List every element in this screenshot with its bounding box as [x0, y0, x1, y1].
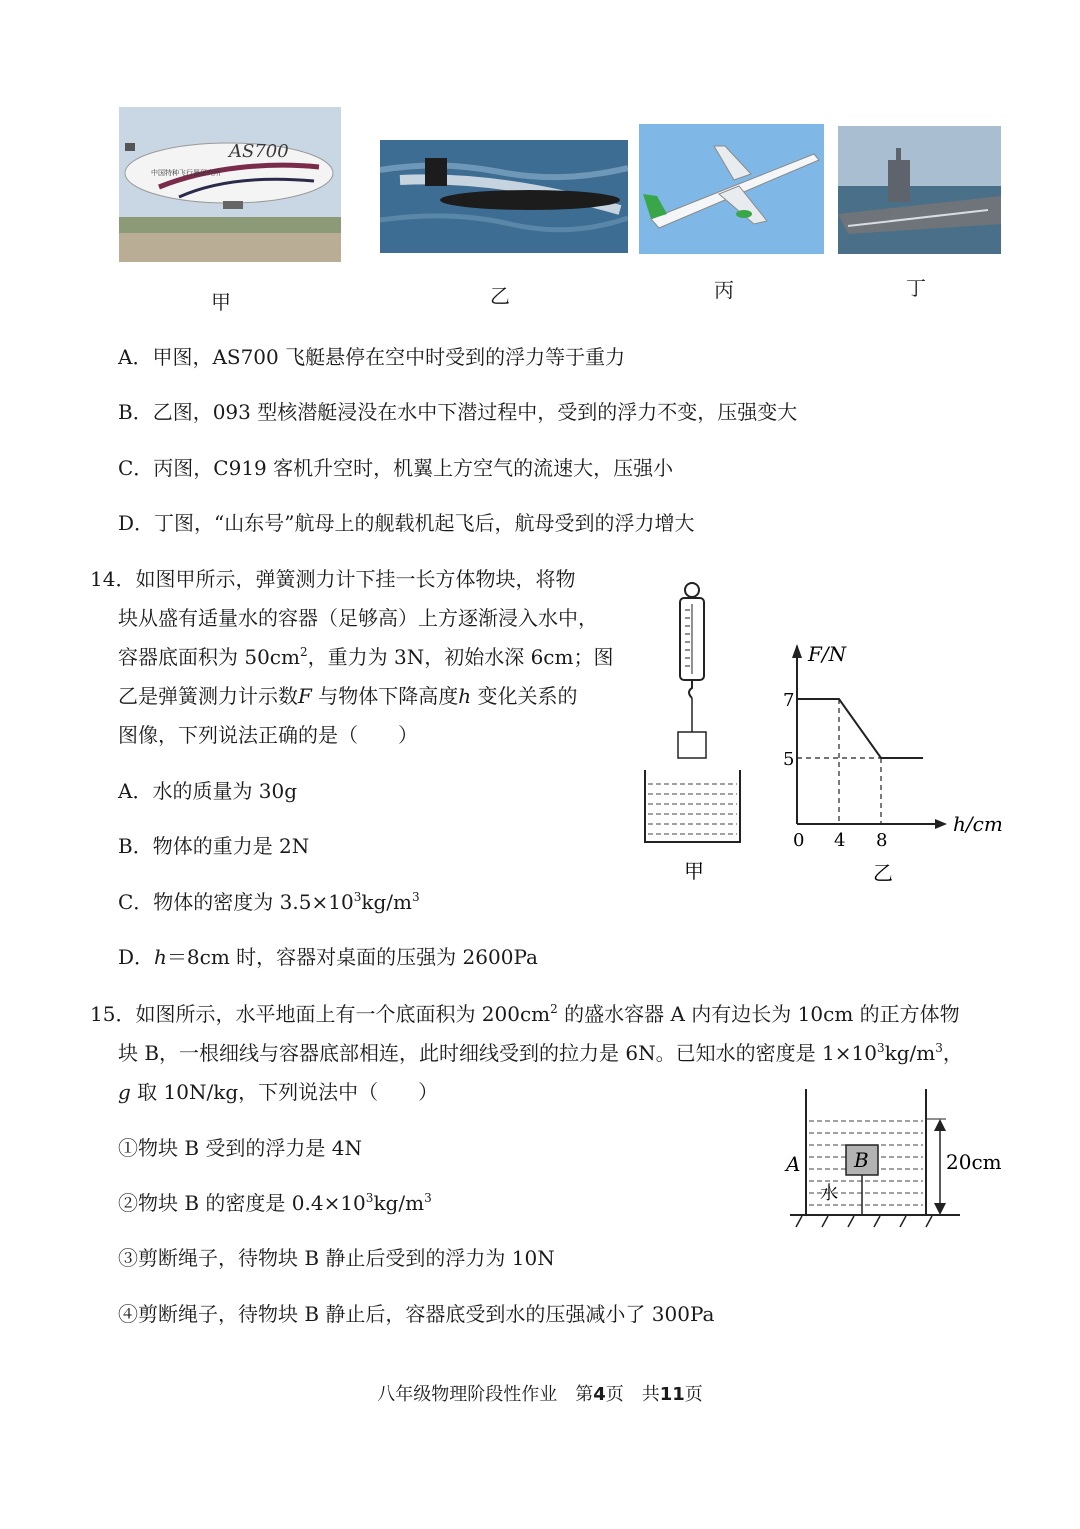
- x-tick-label-8: 8: [876, 830, 888, 851]
- x-tick-label-0: 0: [793, 830, 805, 851]
- q15-line2-sup2: 3: [935, 1041, 943, 1055]
- q15-line2-sup1: 3: [876, 1041, 885, 1055]
- label-height: 20cm: [946, 1150, 1002, 1174]
- q13-option-a: A．甲图，AS700 飞艇悬停在空中时受到的浮力等于重力: [118, 345, 626, 369]
- y-axis-label: F/N: [808, 642, 847, 666]
- footer-prefix: 八年级物理阶段性作业 第: [377, 1384, 594, 1405]
- x-tick-label-4: 4: [834, 830, 846, 851]
- y-tick-label-7: 7: [783, 690, 795, 711]
- block-object: [678, 732, 706, 758]
- q14-c-a: C．物体的密度为 3.5×10: [118, 890, 354, 914]
- q15-statement-3: ③剪断绳子，待物块 B 静止后受到的浮力为 10N: [118, 1246, 555, 1270]
- label-yi: 乙: [873, 861, 893, 885]
- footer-middle: 页 共: [605, 1384, 660, 1405]
- q15-stem-line2: [118, 1039, 963, 1067]
- q15-line2-a: 块 B，一根细线与容器底部相连，此时细线受到的拉力是 6N。已知水的密度是 1×10: [118, 1041, 877, 1065]
- y-axis-arrow: [792, 644, 802, 658]
- caption-yi: 乙: [490, 284, 510, 308]
- q15-stem-line1: [90, 1000, 960, 1028]
- q15-line1-b: 的盛水容器 A 内有边长为 10cm 的正方体物: [557, 1002, 960, 1026]
- q15-line1-sup: 2: [550, 1002, 558, 1016]
- q14-line3-sup: 2: [299, 645, 308, 659]
- q14-stem-line3: [118, 643, 613, 671]
- airship-photo: [119, 107, 341, 262]
- q13-option-d: D．丁图，“山东号”航母上的舰载机起飞后，航母受到的浮力增大: [118, 511, 695, 535]
- q14-option-d: [118, 943, 538, 971]
- q14-stem-line1: 14．如图甲所示，弹簧测力计下挂一长方体物块，将物: [90, 567, 576, 591]
- q14-option-c: [118, 888, 420, 916]
- carrier-photo: [838, 126, 1001, 254]
- q14-line3-b: ，重力为 3N，初始水深 6cm；图: [307, 645, 614, 669]
- q14-line3-a: 容器底面积为 50cm: [118, 645, 300, 669]
- q14-option-a: A．水的质量为 30g: [118, 779, 298, 803]
- page-footer: [0, 1380, 1080, 1406]
- airship-sublabel: 中国特种飞行器研究所: [151, 169, 221, 177]
- label-b: B: [854, 1148, 869, 1172]
- q14-line4-F: F: [298, 684, 312, 708]
- q14-stem-line2: 块从盛有适量水的容器（足够高）上方逐渐浸入水中，: [118, 606, 598, 630]
- q15-s2-a: ②物块 B 的密度是 0.4×10: [118, 1191, 366, 1215]
- q15-statement-1: ①物块 B 受到的浮力是 4N: [118, 1136, 362, 1160]
- q14-c-sup2: 3: [411, 890, 420, 904]
- caption-ding: 丁: [906, 276, 926, 300]
- label-water: 水: [820, 1183, 838, 1204]
- water-container: [645, 770, 740, 842]
- q14-figure-yi-graph: [775, 636, 1015, 886]
- footer-suffix: 页: [684, 1384, 703, 1405]
- q13-option-b: B．乙图，093 型核潜艇浸没在水中下潜过程中，受到的浮力不变，压强变大: [118, 400, 798, 424]
- q15-stem-line3: [118, 1078, 438, 1106]
- q15-line3-b: 取 10N/kg，下列说法中（ ）: [130, 1080, 439, 1104]
- caption-bing: 丙: [714, 278, 734, 302]
- q14-stem-line4: [118, 682, 578, 710]
- q15-s2-sup1: 3: [365, 1191, 374, 1205]
- q15-line3-g: g: [118, 1080, 131, 1104]
- q14-d-h: h: [154, 945, 167, 969]
- q15-s2-sup2: 3: [424, 1191, 432, 1205]
- scale-hook: [689, 680, 692, 698]
- q14-c-b: kg/m: [361, 890, 412, 914]
- guide-lines: [797, 699, 881, 824]
- y-tick-label-5: 5: [783, 749, 795, 770]
- footer-page-number: 4: [593, 1384, 606, 1405]
- q14-figure-jia: [640, 580, 750, 880]
- footer-total-pages: 11: [659, 1384, 685, 1405]
- q14-line4-b: 与物体下降高度: [311, 684, 459, 708]
- q14-stem-line5: 图像，下列说法正确的是（ ）: [118, 723, 418, 747]
- airliner-photo: [639, 124, 824, 254]
- q15-line2-b: kg/m: [884, 1041, 936, 1065]
- q15-statement-2: [118, 1189, 432, 1217]
- water-surface-lines: [648, 784, 737, 834]
- q14-line4-a: 乙是弹簧测力计示数: [118, 684, 298, 708]
- q13-option-c: C．丙图，C919 客机升空时，机翼上方空气的流速大，压强小: [118, 456, 674, 480]
- label-a: A: [786, 1152, 801, 1176]
- q14-option-b: B．物体的重力是 2N: [118, 834, 310, 858]
- q15-figure: [780, 1085, 1010, 1235]
- submarine-photo: [380, 140, 628, 253]
- x-axis-label: h/cm: [953, 812, 1003, 836]
- q15-s2-b: kg/m: [373, 1191, 425, 1215]
- caption-jia: 甲: [211, 290, 231, 314]
- ground-hatching: [796, 1216, 932, 1227]
- q14-c-sup1: 3: [353, 890, 362, 904]
- scale-hook-ring: [685, 583, 699, 597]
- q14-d-a: D．: [118, 945, 155, 969]
- q14-line4-c: 变化关系的: [471, 684, 578, 708]
- q14-d-b: ＝8cm 时，容器对桌面的压强为 2600Pa: [166, 945, 538, 969]
- airship-label: AS700: [229, 141, 289, 162]
- q15-line2-c: ，: [942, 1041, 963, 1065]
- data-series-line: [797, 699, 923, 758]
- x-axis-arrow: [935, 819, 947, 829]
- q15-line1-a: 15．如图所示，水平地面上有一个底面积为 200cm: [90, 1002, 551, 1026]
- q15-statement-4: ④剪断绳子，待物块 B 静止后，容器底受到水的压强减小了 300Pa: [118, 1302, 715, 1326]
- q14-line4-h: h: [458, 684, 472, 708]
- label-jia: 甲: [684, 859, 704, 880]
